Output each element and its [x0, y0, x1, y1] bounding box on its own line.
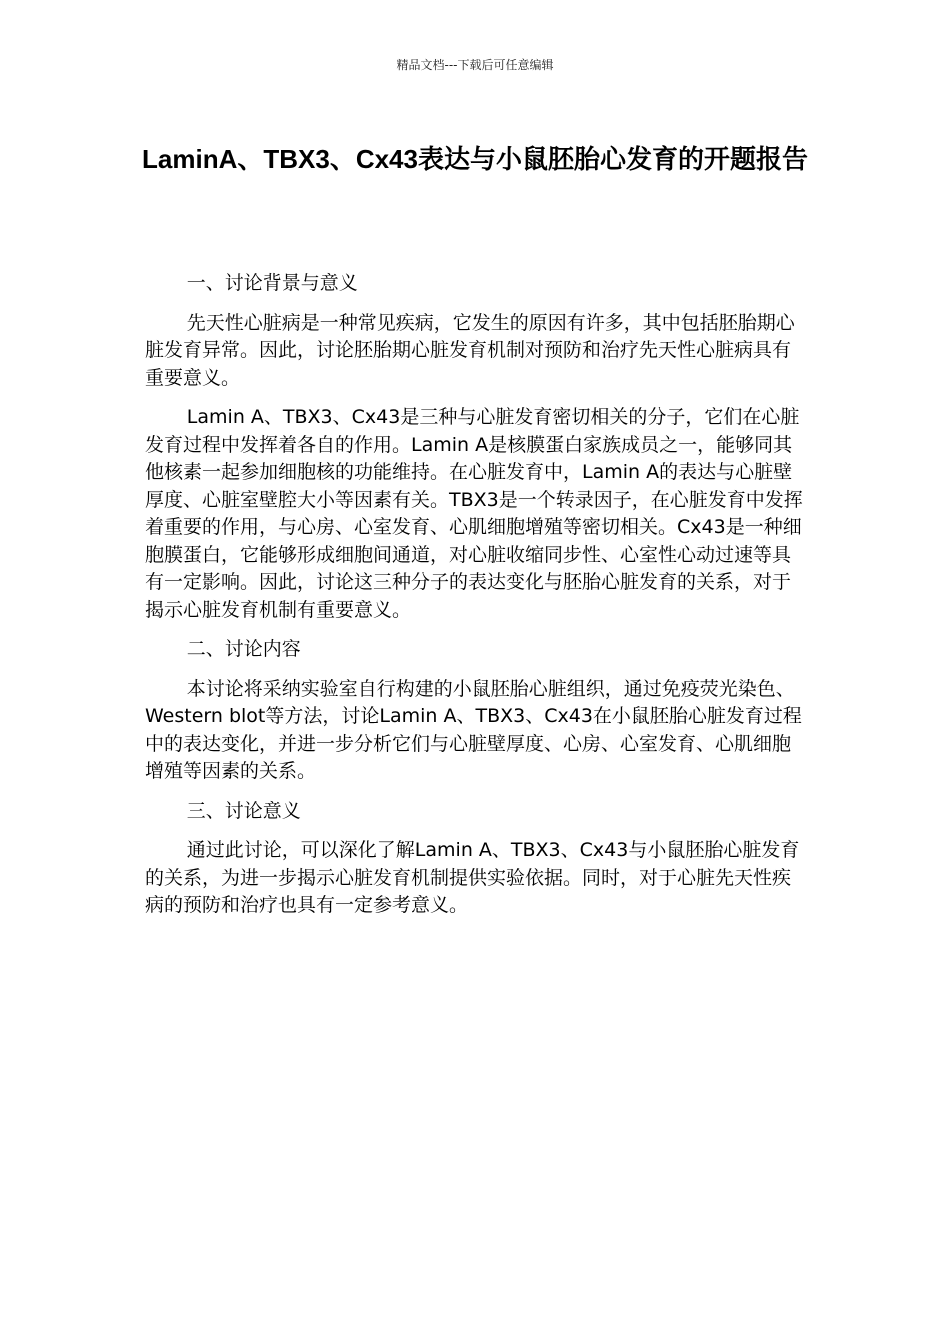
paragraph-molecules: Lamin A、TBX3、Cx43是三种与心脏发育密切相关的分子，它们在心脏发育过程中发挥着各自的作用。Lamin A是核膜蛋白家族成员之一，能够同其他核素一起参加细胞核的功能维持。在心脏发育中，Lamin A的表达与心脏壁厚度、心脏室壁腔大小等因素有关。TBX3是一个转录因子，在心脏发育中发挥着重要的作用，与心房、心室发育、心肌细胞增殖等密切相关。Cx43是一种细胞膜蛋白，它能够形成细胞间通道，对心脏收缩同步性、心室性心动过速等具有一定影响。因此，讨论这三种分子的表达变化与胚胎心脏发育的关系，对于揭示心脏发育机制有重要意义。: [145, 406, 803, 621]
document-title: LaminA、TBX3、Cx43表达与小鼠胚胎心发育的开题报告: [142, 144, 808, 174]
paragraph-background: 先天性心脏病是一种常见疾病，它发生的原因有许多，其中包括胚胎期心脏发育异常。因此，讨论胚胎期心脏发育机制对预防和治疗先天性心脏病具有重要意义。: [145, 311, 795, 389]
paragraph-content: 本讨论将采纳实验室自行构建的小鼠胚胎心脏组织，通过免疫荧光染色、Western blot等方法，讨论Lamin A、TBX3、Cx43在小鼠胚胎心脏发育过程中的表达变化，并进一步分析它们与心脏壁厚度、心房、心室发育、心肌细胞增殖等因素的关系。: [145, 677, 802, 782]
section-heading-background: 一、讨论背景与意义: [186, 272, 358, 294]
paragraph-significance: 通过此讨论，可以深化了解Lamin A、TBX3、Cx43与小鼠胚胎心脏发育的关系，为进一步揭示心脏发育机制提供实验依据。同时，对于心脏先天性疾病的预防和治疗也具有一定参考意义。: [145, 839, 800, 916]
document-body: [145, 270, 805, 932]
header-note: 精品文档---下载后可任意编辑: [396, 58, 554, 72]
section-heading-significance: 三、讨论意义: [186, 799, 301, 822]
section-heading-content: 二、讨论内容: [186, 638, 301, 660]
